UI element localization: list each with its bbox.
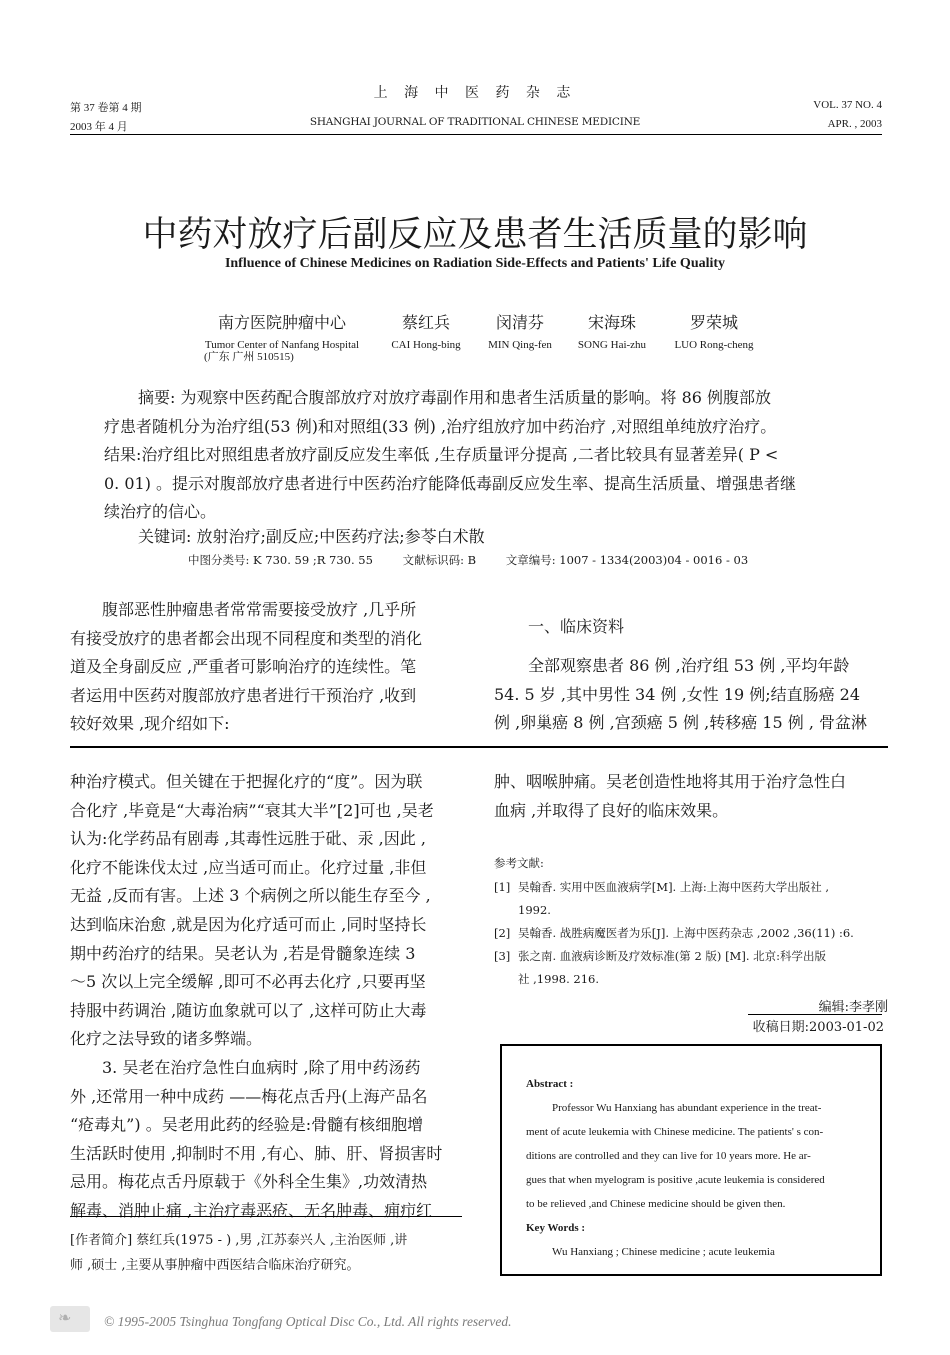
intro-paragraph: [70, 596, 460, 739]
text-line: gues that when myelogram is positive ,acute leukemia is considered: [526, 1174, 825, 1186]
publisher-logo-icon: ❧: [58, 1308, 72, 1327]
text-line: 外 ,还常用一种中成药 ——梅花点舌丹(上海产品名: [70, 1086, 428, 1106]
text-line: 有接受放疗的患者都会出现不同程度和类型的消化: [70, 628, 423, 648]
text-line: 师 ,硕士 ,主要从事肿瘤中西医结合临床治疗研究。: [70, 1258, 360, 1273]
text-line: 腹部恶性肿瘤患者常常需要接受放疗 ,几乎所: [102, 600, 417, 619]
journal-name-cn: 上 海 中 医 药 杂 志: [373, 85, 577, 101]
text-line: ～5 次以上完全缓解 ,即可不必再去化疗 ,只要再坚: [70, 972, 426, 992]
classification-line: [188, 552, 774, 568]
text-line: 较好效果 ,现介绍如下:: [70, 714, 230, 734]
journal-name-en: SHANGHAI JOURNAL OF TRADITIONAL CHINESE MEDICINE: [309, 116, 641, 128]
text-line: “疮毒丸”) 。吴老用此药的经验是:骨髓有核细胞增: [70, 1115, 424, 1135]
reference-number: [1]: [494, 880, 511, 894]
text-line: 者运用中医药对腹部放疗患者进行干预治疗 ,收到: [70, 685, 417, 705]
document-code: 文献标识码: B: [402, 553, 477, 567]
editor-rule: [748, 1014, 882, 1015]
abstract-line: 0. 01) 。提示对腹部放疗患者进行中医药治疗能降低毒副反应发生率、提高生活质量、增强患者继: [104, 473, 797, 493]
text-line: 生活跃时使用 ,抑制时不用 ,有心、肺、肝、肾损害时: [70, 1143, 443, 1163]
section-heading-clinical-data: 一、临床资料: [528, 617, 625, 636]
author-3: [568, 310, 656, 351]
copyright-footer: © 1995-2005 Tsinghua Tongfang Optical Disc Co., Ltd. All rights reserved.: [104, 1314, 512, 1329]
reference-item: [494, 876, 888, 922]
abstract-cn: [104, 384, 852, 527]
references-list: [494, 876, 888, 991]
author-4: [664, 310, 764, 351]
author-name-en: SONG Hai-zhu: [577, 339, 647, 351]
text-line: to be relieved ,and Chinese medicine should be given then.: [526, 1198, 786, 1210]
lower-left-column: [70, 768, 462, 1226]
received-date: 收稿日期:2003-01-02: [752, 1020, 884, 1035]
lower-right-column: [494, 768, 888, 825]
text-line: 达到临床治愈 ,就是因为化疗适可而止 ,同时坚持长: [70, 914, 427, 934]
reference-text: 吴翰香. 战胜病魔医者为乐[J]. 上海中医药杂志 ,2002 ,36(11) :6.: [518, 926, 854, 940]
reference-number: [3]: [494, 949, 511, 963]
abstract-line: 疗患者随机分为治疗组(53 例)和对照组(33 例) ,治疗组放疗加中药治疗 ,对照组单纯放疗治疗。: [104, 416, 777, 436]
text-line: 认为:化学药品有剧毒 ,其毒性远胜于砒、汞 ,因此 ,: [70, 829, 426, 849]
author-name-en: LUO Rong-cheng: [674, 339, 754, 351]
text-line: 肿、咽喉肿痛。吴老创造性地将其用于治疗急性白: [494, 772, 847, 791]
footnote-rule: [70, 1216, 462, 1217]
abstract-label: Abstract :: [526, 1078, 574, 1090]
english-abstract-box: [500, 1044, 882, 1276]
keywords-label: Key Words :: [526, 1222, 586, 1234]
text-line: 血病 ,并取得了良好的临床效果。: [494, 800, 729, 820]
text-line: 忌用。梅花点舌丹原载于《外科全生集》,功效清热: [70, 1172, 428, 1192]
abstract-line: 续治疗的信心。: [104, 502, 217, 521]
reference-item: [494, 945, 888, 991]
author-name-cn: 宋海珠: [587, 313, 636, 332]
reference-number: [2]: [494, 926, 511, 940]
keywords-en: Wu Hanxiang ; Chinese medicine ; acute leukemia: [552, 1246, 775, 1258]
text-line: 解毒、消肿止痛 ,主治疗毒恶疮、无名肿毒、痈疖红: [70, 1200, 433, 1220]
text-line: 54. 5 岁 ,其中男性 34 例 ,女性 19 例;结直肠癌 24: [494, 684, 861, 704]
article-number: 文章编号: 1007 - 1334(2003)04 - 0016 - 03: [505, 553, 749, 567]
text-line: 期中药治疗的结果。吴老认为 ,若是骨髓象连续 3: [70, 943, 416, 963]
keywords-cn: 关键词: 放射治疗;副反应;中医药疗法;参苓白术散: [138, 527, 485, 546]
author-name-cn: 罗荣城: [689, 313, 738, 332]
author-name-cn: 闵清芬: [495, 313, 544, 332]
reference-item: [494, 922, 888, 945]
volume-issue-en: VOL. 37 NO. 4: [813, 99, 882, 111]
date-cn: 2003 年 4 月: [70, 121, 128, 133]
text-line: 无益 ,反而有害。上述 3 个病例之所以能生存至今 ,: [70, 886, 431, 906]
clinical-data-paragraph: [494, 652, 888, 738]
reference-text: 吴翰香. 实用中医血液病学[M]. 上海:上海中医药大学出版社 ,: [518, 880, 830, 894]
volume-issue-cn: 第 37 卷第 4 期: [70, 102, 142, 114]
text-line: 3. 吴老在治疗急性白血病时 ,除了用中药汤药: [102, 1057, 421, 1077]
article-title-en: Influence of Chinese Medicines on Radiation Side-Effects and Patients' Life Quality: [224, 256, 726, 271]
text-line: 化疗不能诛伐太过 ,应当适可而止。化疗过量 ,非但: [70, 857, 427, 877]
text-line: 全部观察患者 86 例 ,治疗组 53 例 ,平均年龄: [528, 656, 850, 675]
author-1: [382, 310, 470, 351]
reference-text: 张之南. 血液病诊断及疗效标准(第 2 版) [M]. 北京:科学出版: [518, 949, 826, 963]
affiliation-address: (广东 广州 510515): [204, 351, 294, 363]
text-line: 道及全身副反应 ,严重者可影响治疗的连续性。笔: [70, 657, 417, 677]
author-biography-note: [70, 1228, 470, 1278]
text-line: 种治疗模式。但关键在于把握化疗的“度”。因为联: [70, 772, 423, 791]
affiliation-cn: 南方医院肿瘤中心: [217, 313, 346, 332]
author-name-en: MIN Qing-fen: [488, 339, 552, 351]
clc-number: 中图分类号: K 730. 59 ;R 730. 55: [188, 553, 373, 567]
text-line: ditions are controlled and they can live for 10 years more. He ar-: [526, 1150, 811, 1162]
affiliation-en: Tumor Center of Nanfang Hospital: [204, 339, 360, 351]
editor-credit: 编辑:李孝刚: [818, 1000, 888, 1015]
abstract-line: 结果:治疗组比对照组患者放疗副反应发生率低 ,生存质量评分提高 ,二者比较具有显著差异( P <: [104, 445, 779, 464]
abstract-line: 摘要: 为观察中医药配合腹部放疗对放疗毒副作用和患者生活质量的影响。将 86 例腹部放: [138, 388, 772, 407]
header-rule: [70, 134, 882, 135]
author-name-en: CAI Hong-bing: [391, 339, 461, 351]
text-line: Professor Wu Hanxiang has abundant experience in the treat-: [552, 1102, 822, 1114]
text-line: 例 ,卵巢癌 8 例 ,宫颈癌 5 例 ,转移癌 15 例 , 骨盆淋: [494, 713, 868, 733]
references-heading: 参考文献:: [494, 856, 544, 870]
text-line: [作者简介] 蔡红兵(1975 - ) ,男 ,江苏泰兴人 ,主治医师 ,讲: [70, 1233, 408, 1248]
text-line: 化疗之法导致的诸多弊端。: [70, 1029, 263, 1049]
text-line: 持服中药调治 ,随访血象就可以了 ,这样可防止大毒: [70, 1000, 427, 1020]
section-divider: [70, 746, 888, 748]
text-line: ment of acute leukemia with Chinese medicine. The patients' s con-: [526, 1126, 824, 1138]
author-name-cn: 蔡红兵: [401, 313, 450, 332]
reference-text: 社 ,1998. 216.: [518, 972, 599, 986]
author-2: [478, 310, 562, 351]
date-en: APR. , 2003: [827, 118, 882, 130]
text-line: 合化疗 ,毕竟是“大毒治病”“衰其大半”[2]可也 ,吴老: [70, 800, 434, 820]
article-title-cn: 中药对放疗后副反应及患者生活质量的影响: [142, 215, 808, 255]
reference-text: 1992.: [518, 903, 551, 917]
affiliation: [196, 310, 368, 351]
